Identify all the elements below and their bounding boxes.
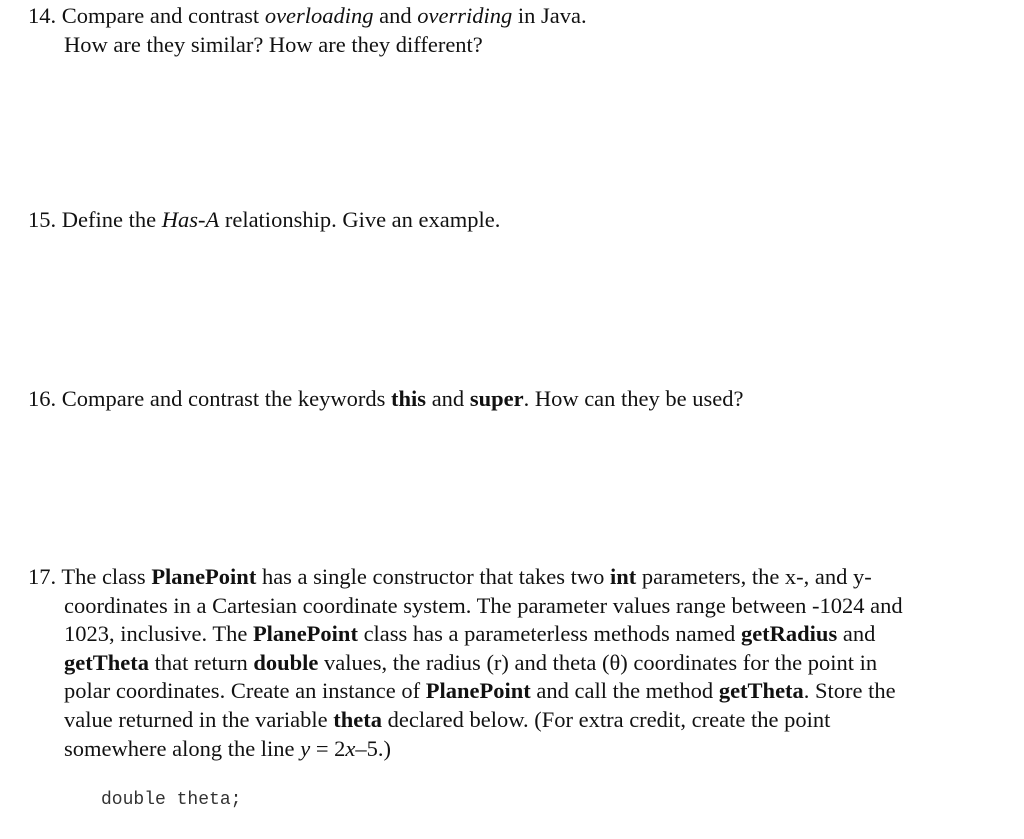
text-run: and <box>426 386 470 411</box>
text-run: and <box>837 621 876 647</box>
keyword-int: int <box>609 564 637 589</box>
text-run: and call the method <box>530 678 719 704</box>
class-name-planepoint: PlanePoint <box>151 564 257 589</box>
class-name-planepoint: PlanePoint <box>252 621 358 647</box>
text-run: polar coordinates. Create an instance of <box>64 678 426 704</box>
text-run: in Java. <box>512 3 587 28</box>
question-14-line-1 <box>28 2 1008 31</box>
question-16-line-1 <box>28 385 1008 414</box>
text-run: The class <box>61 564 152 589</box>
question-14-line-2: How are they similar? How are they different? <box>64 31 483 57</box>
text-run: class has a parameterless methods named <box>357 621 741 647</box>
question-number: 15. <box>28 207 57 232</box>
text-run: parameters, the x-, and y- <box>636 564 872 589</box>
text-run: value returned in the variable <box>64 706 334 732</box>
math-var-x: x <box>345 735 356 761</box>
text-run: Define the <box>61 207 162 232</box>
question-17-line-5 <box>28 677 1008 706</box>
question-14 <box>28 2 1008 59</box>
text-run: . How can they be used? <box>523 386 744 411</box>
text-run: Compare and contrast the keywords <box>61 386 392 411</box>
question-17-line-1 <box>28 563 1008 592</box>
question-17-line-3 <box>28 620 1008 649</box>
question-17-line-6 <box>28 706 1008 735</box>
question-15 <box>28 206 1008 235</box>
text-run: and <box>373 3 418 28</box>
text-run: = 2 <box>310 735 346 761</box>
math-var-y: y <box>300 735 311 761</box>
keyword-this: this <box>391 386 427 411</box>
code-declaration: double theta; <box>101 790 242 810</box>
text-run: has a single constructor that takes two <box>256 564 610 589</box>
term-overloading: overloading <box>264 3 374 28</box>
keyword-super: super <box>469 386 524 411</box>
text-run: 1023, inclusive. The <box>64 621 253 647</box>
text-run: Compare and contrast <box>61 3 265 28</box>
question-16 <box>28 385 1008 414</box>
text-run: declared below. (For extra credit, create the point <box>382 706 831 732</box>
text-run: somewhere along the line <box>64 735 301 761</box>
question-15-line-1 <box>28 206 1008 235</box>
text-run: that return <box>148 649 254 675</box>
question-17-line-2: coordinates in a Cartesian coordinate system. The parameter values range between -1024 and <box>64 592 903 618</box>
method-getradius: getRadius <box>740 621 838 647</box>
method-gettheta: getTheta <box>718 678 804 704</box>
text-run: . Store the <box>803 678 896 704</box>
text-run: relationship. Give an example. <box>219 207 501 232</box>
variable-theta: theta <box>333 706 383 732</box>
class-name-planepoint: PlanePoint <box>425 678 531 704</box>
question-17-line-7 <box>28 735 1008 764</box>
question-number: 14. <box>28 3 57 28</box>
text-run: values, the radius (r) and theta (θ) coordinates for the point in <box>318 649 878 675</box>
question-17-line-4 <box>28 649 1008 678</box>
question-17 <box>28 563 1008 763</box>
question-number: 16. <box>28 386 57 411</box>
question-number: 17. <box>28 564 57 589</box>
text-run: –5.) <box>355 735 392 761</box>
keyword-double: double <box>253 649 319 675</box>
method-gettheta: getTheta <box>64 649 149 675</box>
term-has-a: Has-A <box>161 207 220 232</box>
term-overriding: overriding <box>417 3 513 28</box>
